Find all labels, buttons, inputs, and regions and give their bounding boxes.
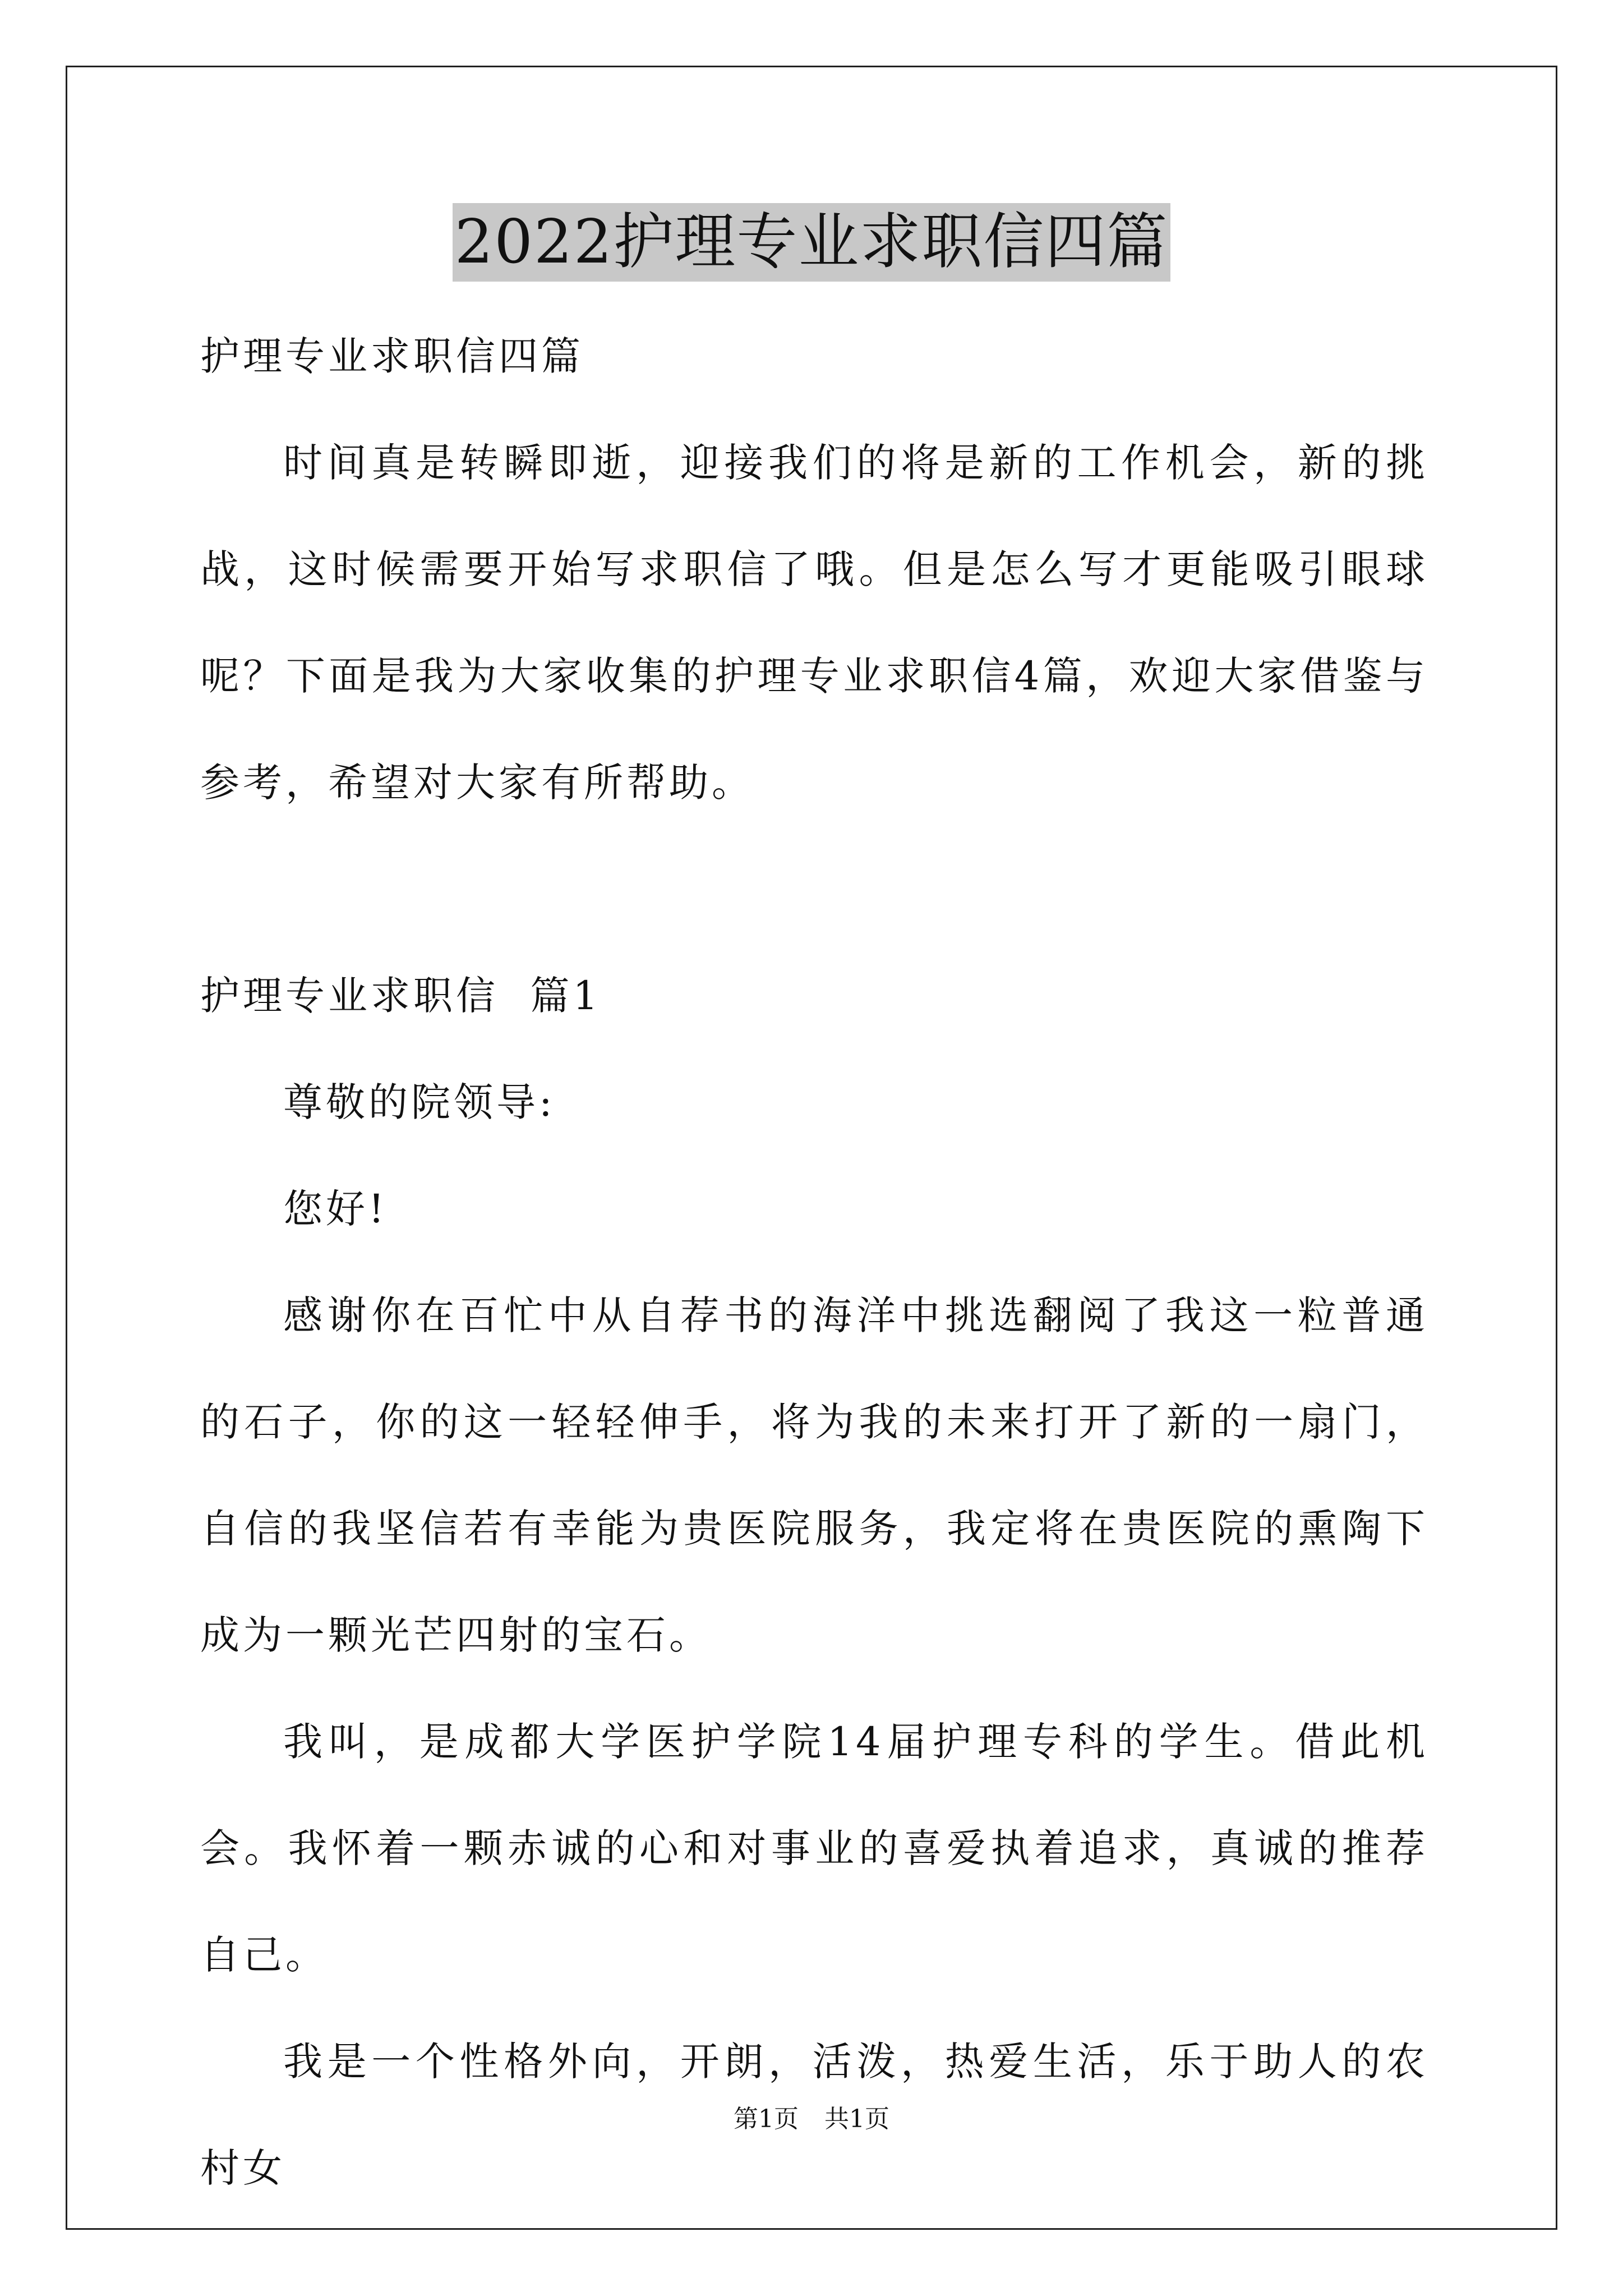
section-heading: 护理专业求职信 篇1 <box>200 973 602 1019</box>
body-paragraph: 我是一个性格外向，开朗，活泼，热爱生活，乐于助人的农村女 <box>200 2039 1428 2191</box>
page-total: 共1页 <box>824 2105 889 2133</box>
document-subtitle: 护理专业求职信四篇 <box>200 333 584 379</box>
section-spacer <box>200 836 1428 942</box>
document-body <box>200 303 1428 2221</box>
page-footer <box>0 2102 1623 2136</box>
document-title: 2022护理专业求职信四篇 <box>453 203 1171 282</box>
body-paragraph: 感谢你在百忙中从自荐书的海洋中挑选翻阅了我这一粒普通的石子，你的这一轻轻伸手，将为我的未来打开了新的一扇门，自信的我坚信若有幸能为贵医院服务，我定将在贵医院的熏陶下成为一颗光芒四射的宝石。 <box>200 1292 1428 1658</box>
greeting: 您好! <box>283 1186 388 1232</box>
title-container <box>0 203 1623 282</box>
salutation: 尊敬的院领导: <box>283 1079 556 1125</box>
page-number: 第1页 <box>734 2105 799 2133</box>
intro-paragraph: 时间真是转瞬即逝，迎接我们的将是新的工作机会，新的挑战，这时候需要开始写求职信了哦。但是怎么写才更能吸引眼球呢？下面是我为大家收集的护理专业求职信4篇，欢迎大家借鉴与参考，希望对大家有所帮助。 <box>200 440 1428 806</box>
body-paragraph: 我叫，是成都大学医护学院14届护理专科的学生。借此机会。我怀着一颗赤诚的心和对事业的喜爱执着追求，真诚的推荐自己。 <box>200 1719 1428 1978</box>
